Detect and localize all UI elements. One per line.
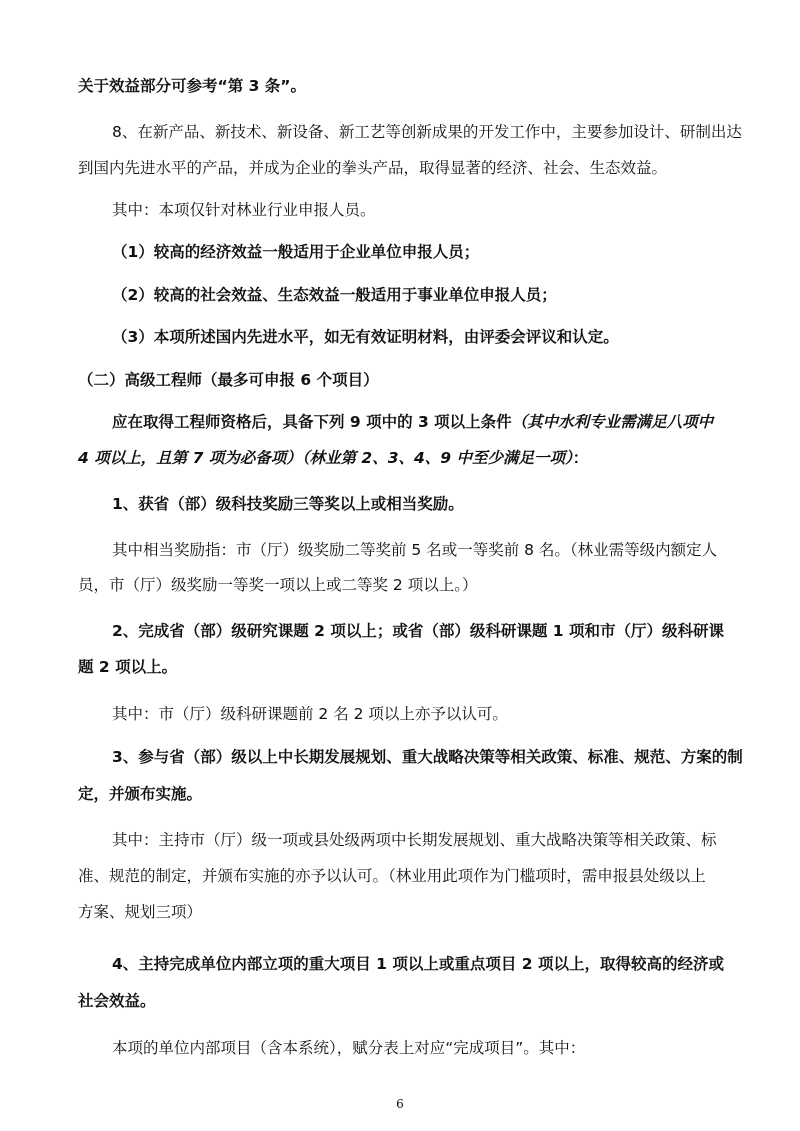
text-line: 1、获省（部）级科技奖励三等奖以上或相当奖励。 <box>112 495 464 513</box>
text-line: 其中：本项仅针对林业行业申报人员。 <box>112 201 376 219</box>
text-line: 到国内先进水平的产品，并成为企业的拳头产品，取得显著的经济、社会、生态效益。 <box>78 159 668 177</box>
text-line: 本项的单位内部项目（含本系统），赋分表上对应“完成项目”。其中： <box>112 1039 586 1057</box>
text-line: 定，并颁布实施。 <box>78 785 203 803</box>
text-line: 8、在新产品、新技术、新设备、新工艺等创新成果的开发工作中，主要参加设计、研制出达 <box>112 123 742 141</box>
text-line: （2）较高的社会效益、生态效益一般适用于事业单位申报人员； <box>112 286 557 304</box>
text-line: 社会效益。 <box>78 992 156 1010</box>
page-number: 6 <box>396 1097 404 1111</box>
text-line: 应在取得工程师资格后，具备下列 9 项中的 3 项以上条件（其中水利专业需满足八项中 <box>112 413 714 431</box>
text-line: 4 项以上，且第 7 项为必备项）（林业第 2、3、4、9 中至少满足一项）： <box>78 449 589 467</box>
text-line: 其中相当奖励指：市（厅）级奖励二等奖前 5 名或一等奖前 8 名。（林业需等级内额定人 <box>112 541 718 559</box>
text-line: （1）较高的经济效益一般适用于企业单位申报人员； <box>112 243 480 261</box>
text-line: 4、主持完成单位内部立项的重大项目 1 项以上或重点项目 2 项以上，取得较高的经济或 <box>112 955 724 973</box>
section-heading: （二）高级工程师（最多可申报 6 个项目） <box>78 371 379 389</box>
text-line: （3）本项所述国内先进水平，如无有效证明材料，由评委会评议和认定。 <box>112 328 619 346</box>
text-line: 关于效益部分可参考“第 3 条”。 <box>78 77 306 95</box>
text-line: 题 2 项以上。 <box>78 658 178 676</box>
text-line: 员，市（厅）级奖励一等奖一项以上或二等奖 2 项以上。） <box>78 576 478 594</box>
text-line: 准、规范的制定，并颁布实施的亦予以认可。（林业用此项作为门槛项时，需申报县处级以上 <box>78 867 706 885</box>
text-line: 2、完成省（部）级研究课题 2 项以上；或省（部）级科研课题 1 项和市（厅）级科研课 <box>112 622 724 640</box>
text-line: 其中：市（厅）级科研课题前 2 名 2 项以上亦予以认可。 <box>112 705 508 723</box>
text-line: 其中：主持市（厅）级一项或县处级两项中长期发展规划、重大战略决策等相关政策、标 <box>112 831 717 849</box>
text-line: 3、参与省（部）级以上中长期发展规划、重大战略决策等相关政策、标准、规范、方案的制 <box>112 748 743 766</box>
text-line: 方案、规划三项） <box>78 903 203 921</box>
